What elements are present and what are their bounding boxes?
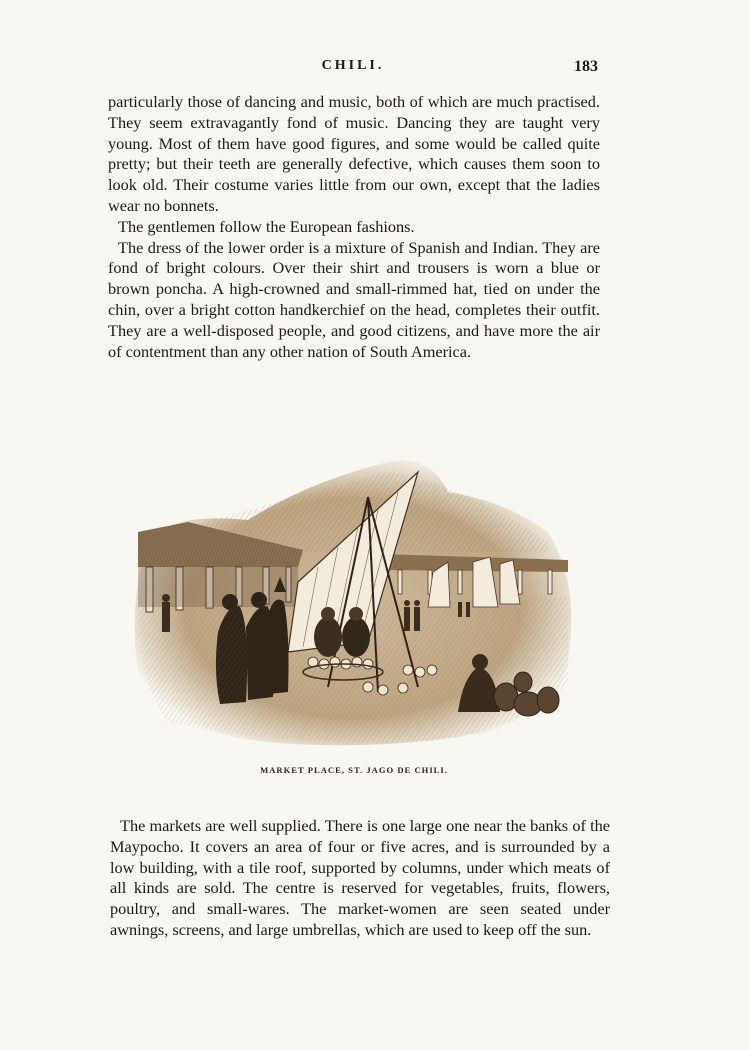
running-title: CHILI. (321, 58, 385, 73)
market-place-engraving (128, 442, 580, 762)
figure-caption: MARKET PLACE, ST. JAGO DE CHILI. (260, 765, 448, 775)
running-head (108, 58, 598, 80)
paragraph: particularly those of dancing and music, both of which are much practised. They seem extravagantly fond of music. Dancing they are taught very young. Most of them have good figures, and some would be called quite pretty; but their teeth are generally defective, which causes them soon to look old. Their costume varies little from our own, except that the ladies wear no bonnets. (108, 92, 600, 215)
bottom-text-block (110, 816, 610, 941)
paragraph: The dress of the lower order is a mixture of Spanish and Indian. They are fond of bright colours. Over their shirt and trousers is worn a blue or brown poncha. A high-crowned and small-rimmed hat, tied on under the chin, over a bright cotton handkerchief on the head, completes their outfit. They are a well-disposed people, and good citizens, and have more the air of contentment than any other nation of South America. (108, 237, 600, 361)
page-number: 183 (574, 58, 598, 75)
paragraph: The markets are well supplied. There is one large one near the banks of the Maypocho. It covers an area of four or five acres, and is surrounded by a low building, with a tile roof, supported by columns, under which meats of all kinds are sold. The centre is reserved for vegetables, fruits, flowers, poultry, and small-wares. The market-women are seen seated under awnings, screens, and large umbrellas, which are used to keep off the sun. (110, 816, 610, 939)
paragraph: The gentlemen follow the European fashions. (118, 216, 415, 236)
top-text-block (108, 92, 600, 362)
